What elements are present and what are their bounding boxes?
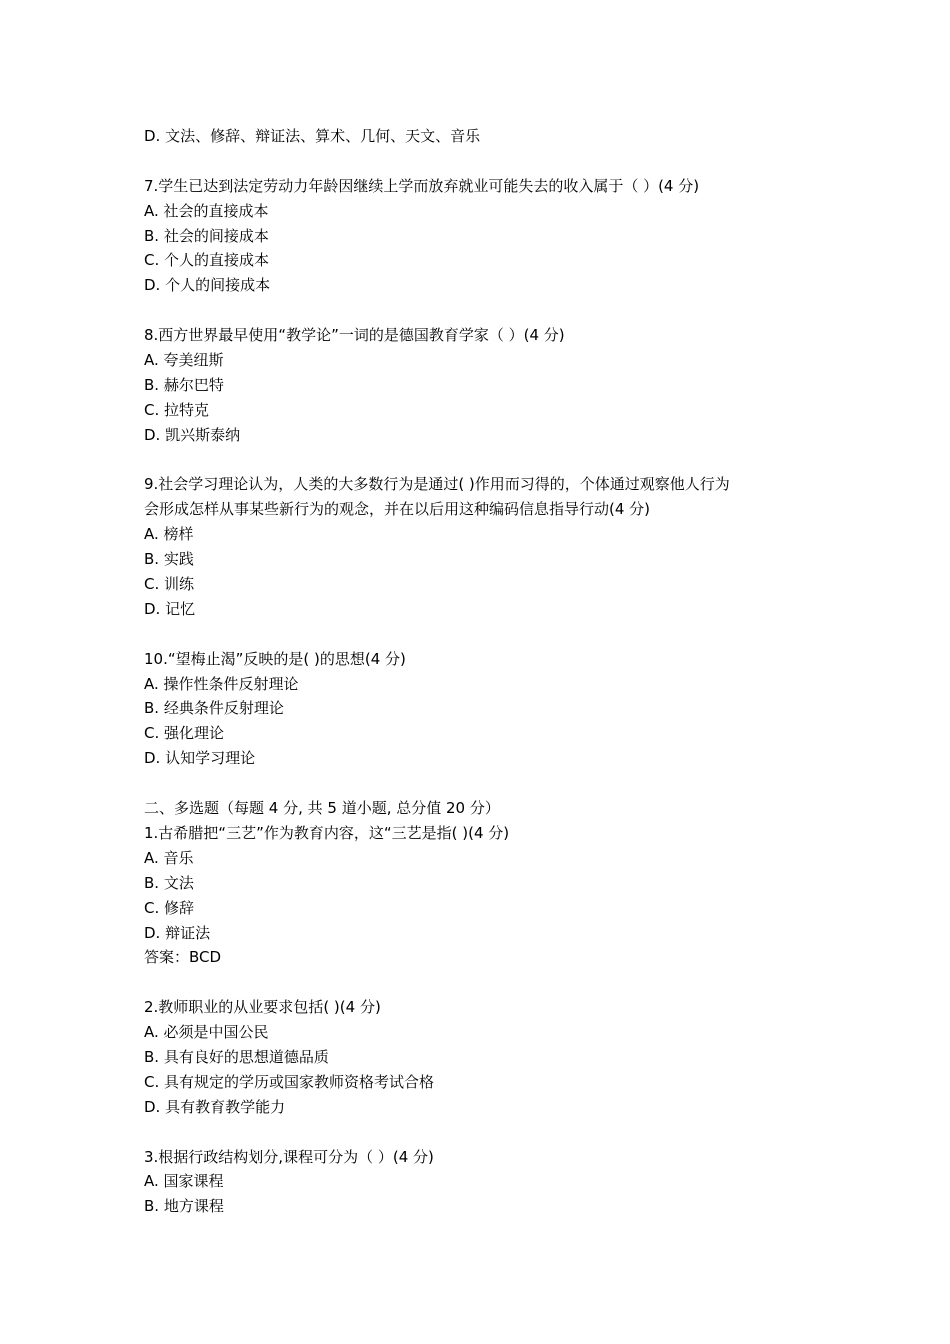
- option-line: A. 必须是中国公民: [144, 1023, 269, 1042]
- option-line: D. 辩证法: [144, 923, 211, 942]
- option-line: B. 具有良好的思想道德品质: [144, 1047, 329, 1066]
- option-line: A. 音乐: [144, 848, 194, 867]
- option-line: B. 地方课程: [144, 1197, 224, 1216]
- question-8: 8.西方世界最早使用“教学论”一词的是德国教育学家（ ）(4 分): [144, 326, 565, 345]
- option-line: C. 个人的直接成本: [144, 251, 270, 270]
- question-9-continued: 会形成怎样从事某些新行为的观念，并在以后用这种编码信息指导行动(4 分): [144, 500, 651, 519]
- question-7: 7.学生已达到法定劳动力年龄因继续上学而放弃就业可能失去的收入属于（ ）(4 分): [144, 176, 700, 195]
- option-line: A. 操作性条件反射理论: [144, 674, 299, 693]
- blank-line: [144, 448, 824, 473]
- blank-line: [144, 1120, 824, 1145]
- section-heading: 二、多选题（每题 4 分, 共 5 道小题, 总分值 20 分）: [144, 799, 500, 818]
- question-9: 9.社会学习理论认为，人类的大多数行为是通过( )作用而习得的，个体通过观察他人行为: [144, 475, 730, 494]
- blank-line: [144, 771, 824, 796]
- option-line: B. 文法: [144, 873, 194, 892]
- option-line: A. 夸美纽斯: [144, 351, 224, 370]
- blank-line: [144, 970, 824, 995]
- blank-line: [144, 622, 824, 647]
- question-10: 10.“望梅止渴”反映的是( )的思想(4 分): [144, 649, 406, 668]
- option-line: D. 具有教育教学能力: [144, 1097, 286, 1116]
- question-multi-1: 1.古希腊把“三艺”作为教育内容，这“三艺是指( )(4 分): [144, 823, 510, 842]
- option-line: B. 经典条件反射理论: [144, 699, 284, 718]
- option-line: D. 认知学习理论: [144, 749, 256, 768]
- option-line: C. 拉特克: [144, 400, 210, 419]
- answer-line: 答案：BCD: [144, 948, 222, 967]
- option-line: D. 文法、修辞、辩证法、算术、几何、天文、音乐: [144, 127, 481, 145]
- document-body: [144, 124, 824, 1219]
- option-line: C. 具有规定的学历或国家教师资格考试合格: [144, 1072, 435, 1091]
- option-line: C. 修辞: [144, 898, 195, 917]
- option-line: D. 凯兴斯泰纳: [144, 425, 241, 444]
- option-line: A. 榜样: [144, 525, 194, 544]
- option-line: B. 实践: [144, 550, 194, 569]
- option-line: B. 赫尔巴特: [144, 375, 224, 394]
- option-line: D. 记忆: [144, 599, 196, 618]
- option-line: C. 训练: [144, 575, 195, 594]
- option-line: A. 国家课程: [144, 1172, 224, 1191]
- option-line: A. 社会的直接成本: [144, 201, 269, 220]
- blank-line: [144, 298, 824, 323]
- question-multi-2: 2.教师职业的从业要求包括( )(4 分): [144, 998, 381, 1017]
- question-multi-3: 3.根据行政结构划分,课程可分为（ ）(4 分): [144, 1147, 434, 1166]
- option-line: D. 个人的间接成本: [144, 276, 271, 295]
- blank-line: [144, 149, 824, 174]
- option-line: C. 强化理论: [144, 724, 225, 743]
- option-line: B. 社会的间接成本: [144, 226, 269, 245]
